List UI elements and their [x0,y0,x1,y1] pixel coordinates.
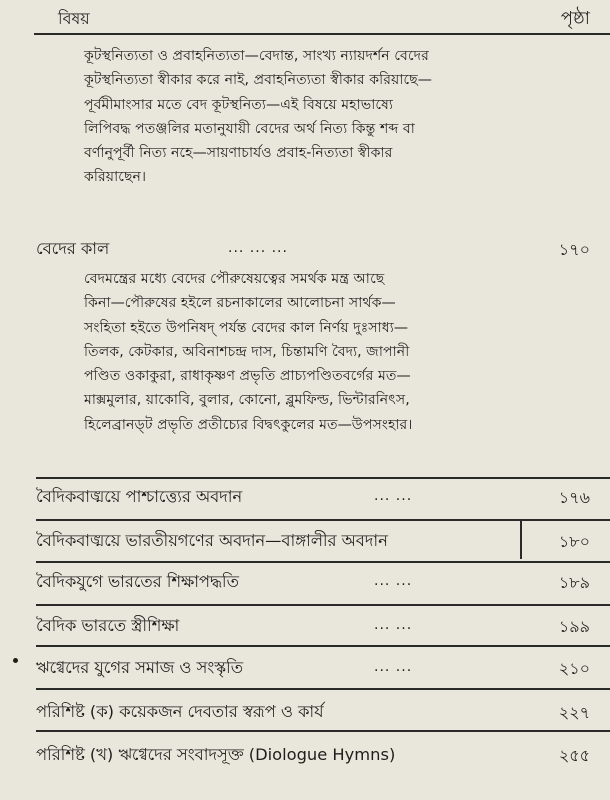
summary-line: কূটস্থনিত্যতা ও প্রবাহনিত্যতা—বেদান্ত, সাংখ্য ন্যায়দর্শন বেদের [84,48,429,64]
toc-entry-leader: ... ... ... [228,240,288,256]
entry-rule [36,519,610,521]
toc-entry-page: ২১০ [558,659,590,678]
toc-entry-title: বেদের কাল [36,239,110,258]
section-summary-paragraph [84,44,539,190]
header-rule [34,33,610,35]
toc-entry-leader: ... ... [374,659,413,675]
entry-rule [36,477,610,479]
summary-line: সংহিতা হইতে উপনিষদ্ পর্যন্ত বেদের কাল নির্ণয় দুঃসাধ্য— [84,319,409,336]
summary-line: বর্ণানুপূর্বী নিত্য নহে—সায়ণাচার্যও প্রবাহ-নিত্যতা স্বীকার [84,145,393,162]
toc-entry-title: পরিশিষ্ট (খ) ঋগ্বেদের সংবাদসূক্ত (Diologue Hymns) [36,745,396,764]
toc-entry-page: ২২৭ [558,703,590,722]
summary-line: বেদমন্ত্রের মধ্যে বেদের পৌরুষেয়ত্বের সমর্থক মন্ত্র আছে [84,271,385,287]
section-summary-paragraph [84,267,539,437]
summary-line: লিপিবদ্ধ পতঞ্জলির মতানুযায়ী বেদের অর্থ নিত্য কিন্তু শব্দ বা [84,120,415,137]
toc-entry-title: বৈদিকবাঙ্ময়ে পাশ্চাত্ত্যের অবদান [36,487,243,506]
toc-entry [0,697,610,727]
toc-entry-leader: ... ... [374,488,413,504]
toc-entry-page: ১৮৯ [558,573,590,592]
toc-entry-page: ১৭৬ [558,488,590,507]
toc-entry-page: ২৫৫ [558,746,590,765]
entry-rule [36,645,610,647]
toc-entry [0,526,610,556]
toc-entry-page: ১৮০ [558,532,590,551]
summary-line: মাক্সমুলার, য়াকোবি, বুলার, কোনো, ব্লুমফিল্ড, ভিন্টারনিৎস, [84,392,410,409]
toc-entry-leader: ... ... [374,573,413,589]
summary-line: তিলক, কেটকার, অবিনাশচন্দ্র দাস, চিন্তামণি বৈদ্য, জাপানী [84,343,410,360]
summary-line: কূটস্থনিত্যতা স্বীকার করে নাই, প্রবাহনিত্যতা স্বীকার করিয়াছে— [84,72,432,89]
page-header [0,0,610,34]
toc-entry [0,567,610,597]
header-subject-label: বিষয় [58,9,90,28]
entry-rule [36,730,610,732]
toc-entry-page: ১৭০ [558,240,590,259]
toc-entry [0,653,610,683]
toc-entry-leader: ... ... [374,617,413,633]
summary-line: কিনা—পৌরুষের হইলে রচনাকালের আলোচনা সার্থক— [84,295,396,312]
toc-entry [0,611,610,641]
toc-entry-page: ১৯৯ [558,617,590,636]
summary-line: পণ্ডিত ওকাকুরা, রাধাকৃষ্ণণ প্রভৃতি প্রাচ্যপণ্ডিতবর্গের মত— [84,368,411,385]
toc-entry-title: বৈদিক ভারতে স্ত্রীশিক্ষা [36,616,180,635]
toc-entry-title: ঋগ্বেদের যুগের সমাজ ও সংস্কৃতি [36,658,243,677]
toc-entry-title: বৈদিকযুগে ভারতের শিক্ষাপদ্ধতি [36,572,239,591]
toc-entry [0,740,610,770]
toc-entry [0,234,610,264]
entry-rule [36,688,610,690]
entry-rule [36,561,610,563]
summary-line: হিলেব্রানড্ট প্রভৃতি প্রতীচ্যের বিদ্বৎকুলের মত—উপসংহার। [84,416,413,433]
toc-entry-title: পরিশিষ্ট (ক) কয়েকজন দেবতার স্বরূপ ও কার্য [36,702,324,721]
header-page-label: পৃষ্ঠা [560,8,590,29]
toc-entry-title: বৈদিকবাঙ্ময়ে ভারতীয়গণের অবদান—বাঙ্গালীর অবদান [36,531,388,550]
toc-entry [0,482,610,512]
summary-line: পূর্বমীমাংসার মতে বেদ কূটস্থনিত্য—এই বিষয়ে মহাভাষ্যে [84,96,394,113]
summary-line: করিয়াছেন। [84,169,147,186]
entry-rule [36,604,610,606]
